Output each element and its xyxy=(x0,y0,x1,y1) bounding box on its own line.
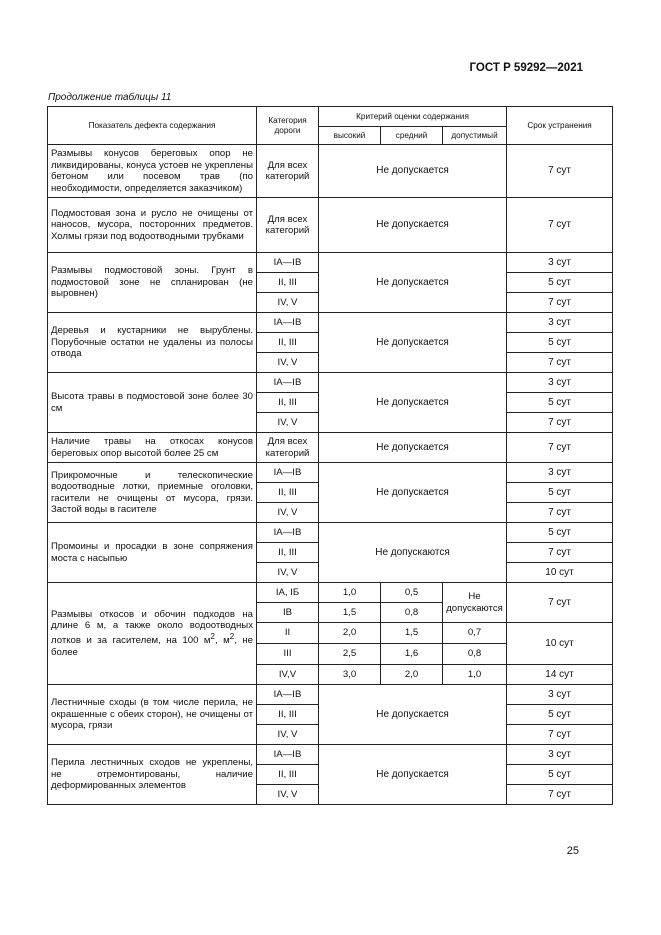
criterion-value: Не допускается xyxy=(319,745,507,805)
criterion-value: Не допускается xyxy=(319,313,507,373)
criterion-value: Не допускается xyxy=(319,373,507,433)
road-category: IV, V xyxy=(257,413,319,433)
deadline-value: 5 сут xyxy=(507,393,613,413)
value-high: 1,5 xyxy=(319,603,381,623)
defect-label: Размывы конусов береговых опор не ликвидированы, конуса устоев не укреплены бетоном или посевом трав (по необходимости, определяется заказчиком) xyxy=(48,145,257,198)
road-category: IA—IB xyxy=(257,253,319,273)
deadline-value: 5 сут xyxy=(507,483,613,503)
value-high: 2,0 xyxy=(319,623,381,644)
deadline-value: 3 сут xyxy=(507,463,613,483)
header-category: Категория дороги xyxy=(257,107,319,145)
table-row xyxy=(48,373,613,393)
value-medium: 1,6 xyxy=(381,644,443,665)
value-acceptable: Не допускаются xyxy=(443,583,507,623)
deadline-value: 3 сут xyxy=(507,373,613,393)
deadline-value: 7 сут xyxy=(507,145,613,198)
value-high: 2,5 xyxy=(319,644,381,665)
road-category: IV, V xyxy=(257,353,319,373)
road-category: II, III xyxy=(257,393,319,413)
road-category: IA—IB xyxy=(257,463,319,483)
header-indicator: Показатель дефекта содержания xyxy=(48,107,257,145)
defect-label: Размывы откосов и обочин подходов на длине 6 м, а также около водоотводных лотков и за гасителем, на 100 $м^2$, $м^2$, не более xyxy=(48,583,257,685)
road-category: IV, V xyxy=(257,293,319,313)
deadline-value: 7 сут xyxy=(507,353,613,373)
deadline-value: 7 сут xyxy=(507,293,613,313)
criterion-value: Не допускается xyxy=(319,198,507,253)
road-category: II, III xyxy=(257,765,319,785)
deadline-value: 10 сут xyxy=(507,563,613,583)
defect-label: Лестничные сходы (в том числе перила, не окрашенные с обеих сторон), не очищены от мусора, грязи xyxy=(48,685,257,745)
deadline-value: 7 сут xyxy=(507,433,613,463)
value-medium: 0,8 xyxy=(381,603,443,623)
criterion-value: Не допускается xyxy=(319,685,507,745)
value-high: 3,0 xyxy=(319,665,381,685)
table-row xyxy=(48,253,613,273)
defect-label: Размывы подмостовой зоны. Грунт в подмостовой зоне не спланирован (не выровнен) xyxy=(48,253,257,313)
deadline-value: 5 сут xyxy=(507,705,613,725)
value-medium: 2,0 xyxy=(381,665,443,685)
criterion-value: Не допускаются xyxy=(319,523,507,583)
deadline-value: 7 сут xyxy=(507,785,613,805)
road-category: II xyxy=(257,623,319,644)
table-row xyxy=(48,523,613,543)
deadline-value: 7 сут xyxy=(507,503,613,523)
defect-label: Высота травы в подмостовой зоне более 30 см xyxy=(48,373,257,433)
defect-label: Наличие травы на откосах конусов береговых опор высотой более 25 см xyxy=(48,433,257,463)
road-category: II, III xyxy=(257,273,319,293)
header-deadline: Срок устранения xyxy=(507,107,613,145)
road-category: IV, V xyxy=(257,563,319,583)
road-category: Для всех категорий xyxy=(257,198,319,253)
road-category: IV, V xyxy=(257,785,319,805)
deadline-value: 3 сут xyxy=(507,685,613,705)
road-category: Для всех категорий xyxy=(257,145,319,198)
table-row xyxy=(48,463,613,483)
deadline-value: 7 сут xyxy=(507,198,613,253)
deadline-value: 5 сут xyxy=(507,333,613,353)
defect-label: Прикромочные и телескопические водоотводные лотки, приемные оголовки, гасители не очищены от мусора, грязи. Застой воды в гасителе xyxy=(48,463,257,523)
deadline-value: 5 сут xyxy=(507,273,613,293)
road-category: II, III xyxy=(257,705,319,725)
road-category: IA—IB xyxy=(257,313,319,333)
deadline-value: 3 сут xyxy=(507,745,613,765)
value-medium: 1,5 xyxy=(381,623,443,644)
header-high: высокий xyxy=(319,127,381,145)
standard-number: ГОСТ Р 59292—2021 xyxy=(469,62,583,74)
value-acceptable: 0,7 xyxy=(443,623,507,644)
road-category: II, III xyxy=(257,333,319,353)
deadline-value: 7 сут xyxy=(507,413,613,433)
table-row xyxy=(48,313,613,333)
table-row xyxy=(48,433,613,463)
value-high: 1,0 xyxy=(319,583,381,603)
header-acceptable: допустимый xyxy=(443,127,507,145)
road-category: Для всех категорий xyxy=(257,433,319,463)
deadline-value: 7 сут xyxy=(507,725,613,745)
header-criterion: Критерий оценки содержания xyxy=(319,107,507,127)
road-category: IA—IB xyxy=(257,685,319,705)
value-acceptable: 0,8 xyxy=(443,644,507,665)
deadline-value: 3 сут xyxy=(507,313,613,333)
road-category: II, III xyxy=(257,543,319,563)
road-category: IA—IB xyxy=(257,373,319,393)
table-caption: Продолжение таблицы 11 xyxy=(48,92,172,103)
deadline-value: 14 сут xyxy=(507,665,613,685)
table-row xyxy=(48,583,613,603)
header-medium: средний xyxy=(381,127,443,145)
criterion-value: Не допускается xyxy=(319,253,507,313)
table-row xyxy=(48,745,613,765)
value-medium: 0,5 xyxy=(381,583,443,603)
deadline-value: 7 сут xyxy=(507,583,613,623)
table-row xyxy=(48,198,613,253)
road-category: IV,V xyxy=(257,665,319,685)
value-acceptable: 1,0 xyxy=(443,665,507,685)
defect-label: Промоины и просадки в зоне сопряжения моста с насыпью xyxy=(48,523,257,583)
deadline-value: 3 сут xyxy=(507,253,613,273)
page-number: 25 xyxy=(566,845,579,857)
deadline-value: 5 сут xyxy=(507,523,613,543)
defects-table xyxy=(47,106,613,805)
defect-label: Подмостовая зона и русло не очищены от наносов, мусора, посторонних предметов. Холмы грязи под водоотводными трубками xyxy=(48,198,257,253)
road-category: II, III xyxy=(257,483,319,503)
deadline-value: 10 сут xyxy=(507,623,613,665)
table-row xyxy=(48,685,613,705)
defect-label: Перила лестничных сходов не укреплены, не отремонтированы, наличие деформированных элементов xyxy=(48,745,257,805)
table-row xyxy=(48,145,613,198)
deadline-value: 7 сут xyxy=(507,543,613,563)
road-category: III xyxy=(257,644,319,665)
road-category: IV, V xyxy=(257,503,319,523)
deadline-value: 5 сут xyxy=(507,765,613,785)
road-category: IA, IБ xyxy=(257,583,319,603)
criterion-value: Не допускается xyxy=(319,463,507,523)
road-category: IB xyxy=(257,603,319,623)
criterion-value: Не допускается xyxy=(319,145,507,198)
road-category: IA—IB xyxy=(257,745,319,765)
road-category: IA—IB xyxy=(257,523,319,543)
criterion-value: Не допускается xyxy=(319,433,507,463)
road-category: IV, V xyxy=(257,725,319,745)
defect-label: Деревья и кустарники не вырублены. Порубочные остатки не удалены из полосы отвода xyxy=(48,313,257,373)
